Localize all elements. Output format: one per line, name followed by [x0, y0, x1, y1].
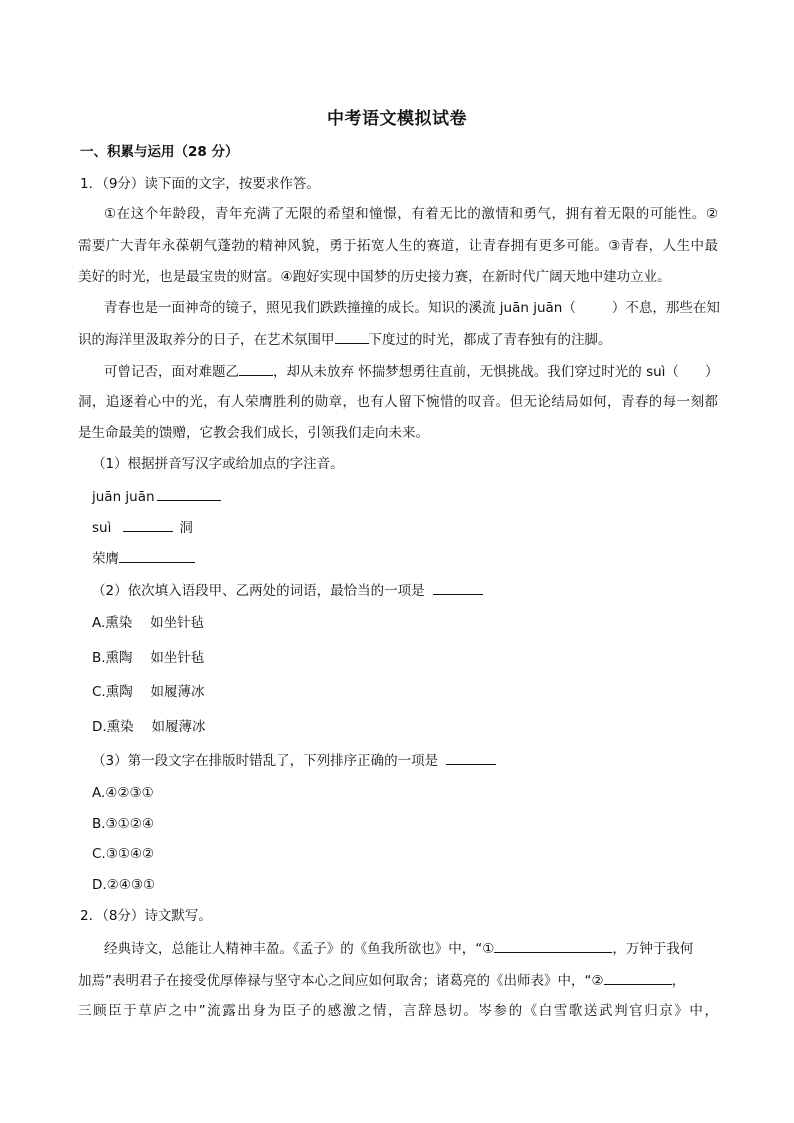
pinyin-item-a: [92, 486, 221, 507]
pinyin-b-suffix: 洞: [179, 520, 193, 536]
answer-blank-b[interactable]: [123, 517, 173, 532]
question-1-stem: 1．（9分）读下面的文字，按要求作答。: [80, 176, 320, 192]
passage-2-line-2: [78, 329, 612, 350]
pinyin-item-b: [92, 517, 193, 538]
order-option-c[interactable]: C.③①④②: [92, 846, 155, 862]
page-title: 中考语文模拟试卷: [327, 109, 467, 129]
passage-1-line-2: 需要广大青年永葆朝气蓬勃的精神风貌，勇于拓宽人生的赛道，让青春拥有更多可能。③青春，人生中最: [78, 238, 718, 254]
sub-question-2: [92, 580, 483, 601]
pinyin-c-label: 荣膺: [92, 551, 119, 567]
poetry-text-b: ，万钟于我何: [612, 941, 694, 957]
poetry-line-1: [104, 938, 693, 959]
poetry-blank-2[interactable]: [604, 970, 672, 985]
question-2-stem: 2．（8分）诗文默写。: [80, 908, 212, 924]
passage-1-line-1: ①在这个年龄段，青年充满了无限的希望和憧憬，有着无比的激情和勇气，拥有着无限的可能性。②: [104, 206, 718, 222]
passage-2-text-a: 青春也是一面神奇的镜子，照见我们跌跌撞撞的成长。知识的溪流 juān juān（: [104, 300, 576, 316]
sub-question-2-text: （2）依次填入语段甲、乙两处的词语，最恰当的一项是: [92, 583, 425, 599]
poetry-line-3: 三顾臣于草庐之中”流露出身为臣子的感激之情，言辞恳切。岑参的《白雪歌送武判官归京》中，: [78, 1003, 718, 1019]
pinyin-b-label: suì: [92, 520, 112, 536]
poetry-line-2: [78, 970, 685, 991]
order-option-d[interactable]: D.②④③①: [92, 877, 156, 893]
passage-3-line-1: [104, 361, 718, 382]
answer-blank-sub3[interactable]: [446, 750, 496, 765]
poetry-text-c: 加焉”表明君子在接受优厚俸禄与坚守本心之间应如何取舍；诸葛亮的《出师表》中，“②: [78, 973, 604, 989]
order-option-a[interactable]: A.④②③①: [92, 785, 154, 801]
option-a[interactable]: A.熏染 如坐针毡: [92, 615, 205, 631]
sub-question-1: （1）根据拼音写汉字或给加点的字注音。: [92, 456, 344, 472]
blank-yi[interactable]: [239, 361, 273, 376]
passage-2-text-d: 下度过的时光，都成了青春独有的注脚。: [368, 332, 612, 348]
sub-question-3: [92, 750, 496, 771]
option-d[interactable]: D.熏染 如履薄冰: [92, 719, 206, 735]
pinyin-a-label: juān juān: [92, 489, 155, 505]
passage-3-text-a: 可曾记否，面对难题乙: [104, 364, 239, 380]
passage-3-line-2: 洞，追逐着心中的光，有人荣膺胜利的勋章，也有人留下惋惜的叹音。但无论结局如何，青春的每一刻都: [78, 394, 718, 410]
passage-1-line-3: 美好的时光，也是最宝贵的财富。④跑好实现中国梦的历史接力赛，在新时代广阔天地中建功立业。: [78, 269, 671, 285]
answer-blank-a[interactable]: [157, 486, 221, 501]
section-heading: 一、积累与运用（28 分）: [80, 144, 239, 160]
pinyin-item-c: [92, 548, 195, 569]
poetry-text-a: 经典诗文，总能让人精神丰盈。《孟子》的《鱼我所欲也》中，“①: [104, 941, 495, 957]
poetry-blank-1[interactable]: [494, 938, 612, 953]
passage-3-text-b: ，却从未放弃 怀揣梦想勇往直前，无惧挑战。我们穿过时光的 suì（: [273, 364, 679, 380]
passage-2-line-1: [104, 298, 720, 318]
option-c[interactable]: C.熏陶 如履薄冰: [92, 684, 205, 700]
sub-question-3-text: （3）第一段文字在排版时错乱了，下列排序正确的一项是: [92, 753, 439, 769]
answer-blank-sub2[interactable]: [433, 580, 483, 595]
passage-2-text-c: 识的海洋里汲取养分的日子，在艺术氛围甲: [78, 332, 335, 348]
option-b[interactable]: B.熏陶 如坐针毡: [92, 650, 205, 666]
passage-3-line-3: 是生命最美的馈赠，它教会我们成长，引领我们走向未来。: [78, 425, 429, 441]
answer-blank-c[interactable]: [119, 548, 195, 563]
order-option-b[interactable]: B.③①②④: [92, 816, 154, 832]
passage-3-text-c: ）: [704, 364, 719, 380]
poetry-text-d: ，: [671, 973, 686, 989]
blank-jia[interactable]: [335, 329, 369, 344]
passage-2-text-b: ）不息，那些在知: [611, 300, 720, 316]
